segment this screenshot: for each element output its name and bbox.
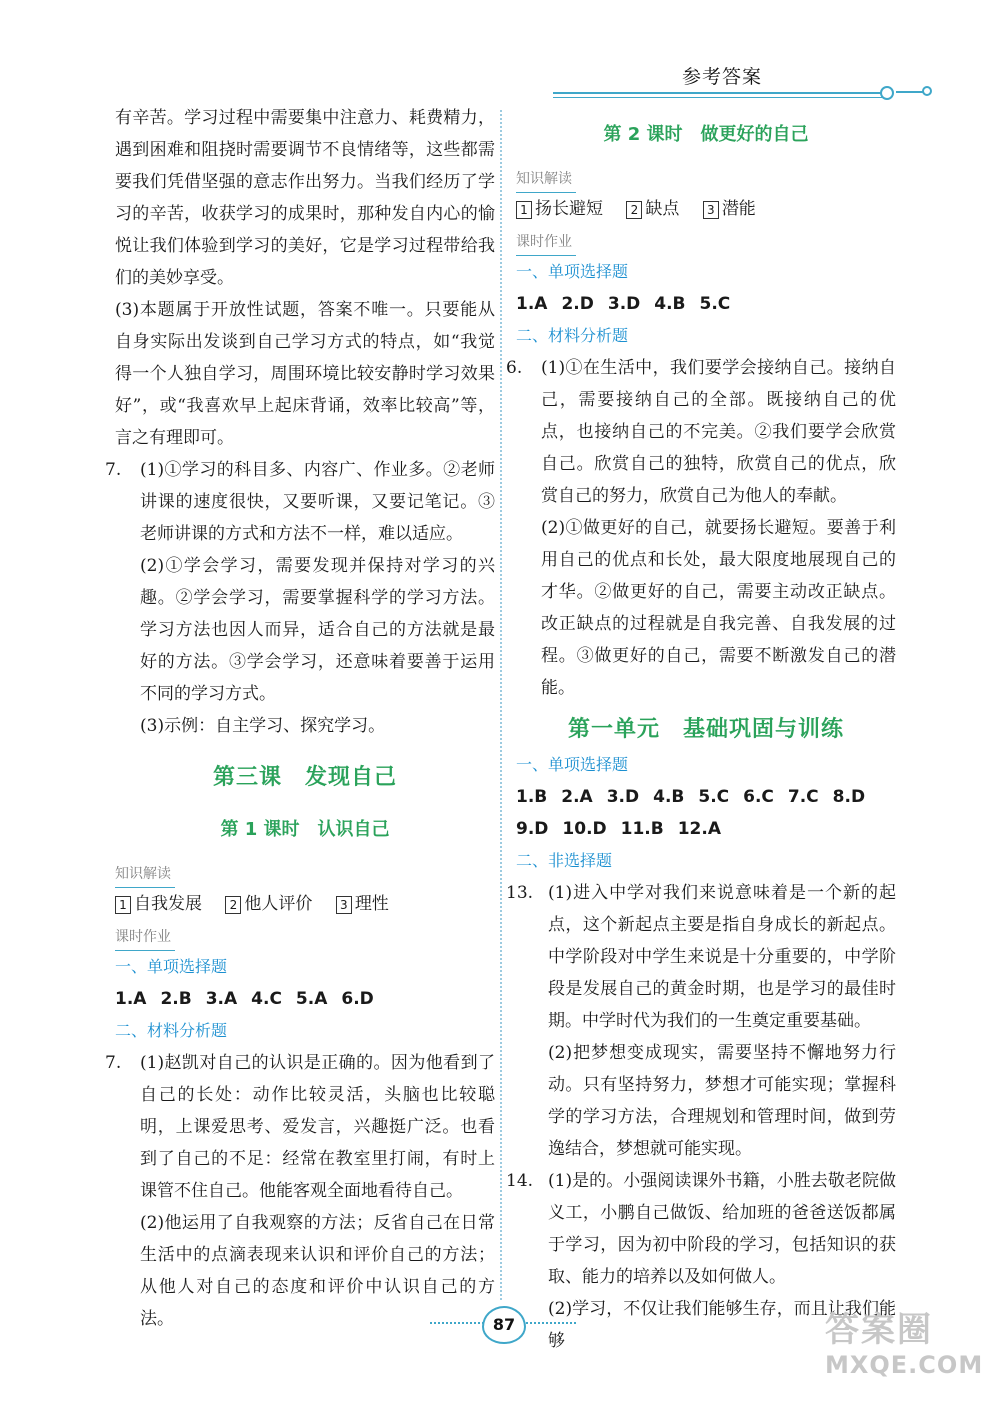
lesson-title: 第三课 发现自己	[212, 765, 397, 790]
answer-part: (1)①在生活中，我们要学会接纳自己。接纳自己，需要接纳自己的全部。既接纳自己的优点，也接纳自己的不完美。②我们要学会欣赏自己。欣赏自己的独特，欣赏自己的优点，欣赏自己的努力，欣赏自己为他人的奉献。	[541, 358, 896, 506]
section-tag: 课时作业	[115, 924, 175, 951]
section-tag: 知识解读	[115, 861, 175, 888]
section-tag: 课时作业	[516, 229, 576, 256]
answer: 5.C	[698, 787, 730, 807]
question-7	[105, 454, 495, 742]
section-tag: 知识解读	[516, 166, 576, 193]
answer-row	[115, 983, 495, 1015]
right-column	[506, 120, 896, 1357]
answer: 6.C	[743, 787, 774, 807]
answer: 12.A	[677, 819, 721, 839]
answer-row	[516, 813, 896, 845]
answer-part: (2)他运用了自我观察的方法；反省自己在日常生活中的点滴表现来认识和评价自己的方法；从他人对自己的态度和评价中认识自己的方法。	[140, 1213, 495, 1329]
answer: 1.B	[516, 787, 548, 807]
section-heading: 一、单项选择题	[516, 755, 629, 774]
knowledge-text: 扬长避短	[535, 199, 603, 219]
question-number: 14.	[506, 1171, 534, 1191]
section-heading: 二、材料分析题	[516, 326, 629, 345]
watermark-logo	[825, 1310, 985, 1390]
paragraph: 有辛苦。学习过程中需要集中注意力、耗费精力，遇到困难和阻挠时需要调节不良情绪等，这些都需要我们凭借坚强的意志作出努力。当我们经历了学习的辛苦，收获学习的成果时，那种发自内心的愉悦让我们体验到学习的美好，它是学习过程带给我们的美妙享受。	[115, 108, 495, 288]
answer: 3.D	[606, 787, 640, 807]
question-6	[506, 352, 896, 704]
answer-part: (1)①学习的科目多、内容广、作业多。②老师讲课的速度很快，又要听课，又要记笔记。③老师讲课的方式和方法不一样，难以适应。	[140, 460, 495, 544]
column-divider	[500, 110, 502, 1300]
header-label: 参考答案	[682, 66, 763, 88]
answer: 5.A	[295, 989, 328, 1009]
knowledge-answers	[115, 888, 495, 920]
answer: 10.D	[562, 819, 607, 839]
section-heading: 二、非选择题	[516, 851, 613, 870]
answer-part: (1)是的。小强阅读课外书籍，小胜去敬老院做义工，小鹏自己做饭、给加班的爸爸送饭都属于学习，因为初中阶段的学习，包括知识的获取、能力的培养以及如何做人。	[548, 1171, 896, 1287]
answer: 2.B	[160, 989, 192, 1009]
knowledge-text: 他人评价	[244, 894, 313, 914]
knowledge-item	[225, 894, 312, 914]
answer-row	[516, 288, 896, 320]
answer: 11.B	[620, 819, 664, 839]
answer-part: (1)赵凯对自己的认识是正确的。因为他看到了自己的长处：动作比较灵活，头脑也比较聪明，上课爱思考、爱发言，兴趣挺广泛。也看到了自己的不足：经常在教室里打闹，有时上课管不住自己。他能客观全面地看待自己。	[140, 1053, 495, 1201]
question-number: 6.	[506, 358, 523, 378]
knowledge-item	[516, 199, 603, 219]
section-heading: 一、单项选择题	[516, 262, 629, 281]
knowledge-text: 缺点	[645, 199, 680, 219]
period-title: 第 1 课时 认识自己	[220, 819, 390, 840]
section-heading: 二、材料分析题	[115, 1021, 228, 1040]
answer-part: (2)学习，不仅让我们能够生存，而且让我们能够	[548, 1299, 896, 1351]
unit-title: 第一单元 基础巩固与训练	[567, 717, 844, 742]
header-circle-icon	[880, 86, 894, 100]
answer-part: (1)进入中学对我们来说意味着是一个新的起点，这个新起点主要是指自身成长的新起点。中学阶段对中学生来说是十分重要的，中学阶段是发展自己的黄金时期，也是学习的最佳时期。中学时代为我们的一生奠定重要基础。	[548, 883, 896, 1031]
left-column	[105, 102, 495, 1335]
answer: 4.B	[654, 294, 686, 314]
question-number: 13.	[506, 883, 534, 903]
answer-part: (2)①学会学习，需要发现并保持对学习的兴趣。②学会学习，需要掌握科学的学习方法。学习方法也因人而异，适合自己的方法就是最好的方法。③学会学习，还意味着要善于运用不同的学习方式。	[140, 556, 495, 704]
page-number: 87	[482, 1306, 526, 1344]
knowledge-item	[115, 894, 202, 914]
answer: 8.D	[832, 787, 866, 807]
box-number: 2	[626, 201, 642, 219]
answer: 4.C	[251, 989, 282, 1009]
header-dot-icon	[922, 86, 932, 96]
box-number: 1	[516, 201, 532, 219]
knowledge-text: 理性	[354, 894, 389, 914]
knowledge-item	[703, 199, 756, 219]
watermark-text: 答案圈	[825, 1310, 933, 1350]
answer: 2.D	[561, 294, 594, 314]
answer: 7.C	[787, 787, 819, 807]
question-7-material	[105, 1047, 495, 1335]
period-title: 第 2 课时 做更好的自己	[603, 124, 809, 145]
answer: 6.D	[341, 989, 374, 1009]
question-number: 7.	[105, 460, 122, 480]
answer-part: (2)①做更好的自己，就要扬长避短。要善于利用自己的优点和长处，最大限度地展现自己的才华。②做更好的自己，需要主动改正缺点。改正缺点的过程就是自我完善、自我发展的过程。③做更好的自己，需要不断激发自己的潜能。	[541, 518, 896, 698]
answer-part: (2)把梦想变成现实，需要坚持不懈地努力行动。只有坚持努力，梦想才可能实现；掌握科学的学习方法，合理规划和管理时间，做到劳逸结合，梦想就可能实现。	[548, 1043, 896, 1159]
answer-part: (3)示例：自主学习、探究学习。	[140, 716, 386, 736]
answer: 3.A	[205, 989, 238, 1009]
answer: 1.A	[115, 989, 147, 1009]
knowledge-item	[336, 894, 389, 914]
knowledge-item	[626, 199, 679, 219]
paragraph: (3)本题属于开放性试题，答案不唯一。只要能从自身实际出发谈到自己学习方式的特点，如“我觉得一个人独自学习，周围环境比较安静时学习效果好”，或“我喜欢早上起床背诵，效率比较高”等，言之有理即可。	[115, 300, 495, 448]
answer: 2.A	[561, 787, 593, 807]
answer: 3.D	[607, 294, 641, 314]
box-number: 1	[115, 896, 131, 914]
box-number: 2	[225, 896, 241, 914]
answer-row	[516, 781, 896, 813]
section-heading: 一、单项选择题	[115, 957, 228, 976]
box-number: 3	[703, 201, 719, 219]
header-rule	[553, 92, 883, 94]
question-number: 7.	[105, 1053, 122, 1073]
knowledge-text: 潜能	[721, 199, 756, 219]
answer: 5.C	[699, 294, 731, 314]
header-rule-thin	[553, 97, 883, 98]
box-number: 3	[336, 896, 352, 914]
knowledge-answers	[516, 193, 896, 225]
knowledge-text: 自我发展	[134, 894, 202, 914]
question-13	[506, 877, 896, 1165]
answer: 4.B	[653, 787, 685, 807]
watermark-url: MXQE.COM	[825, 1351, 984, 1379]
answer: 9.D	[516, 819, 549, 839]
answer: 1.A	[516, 294, 548, 314]
